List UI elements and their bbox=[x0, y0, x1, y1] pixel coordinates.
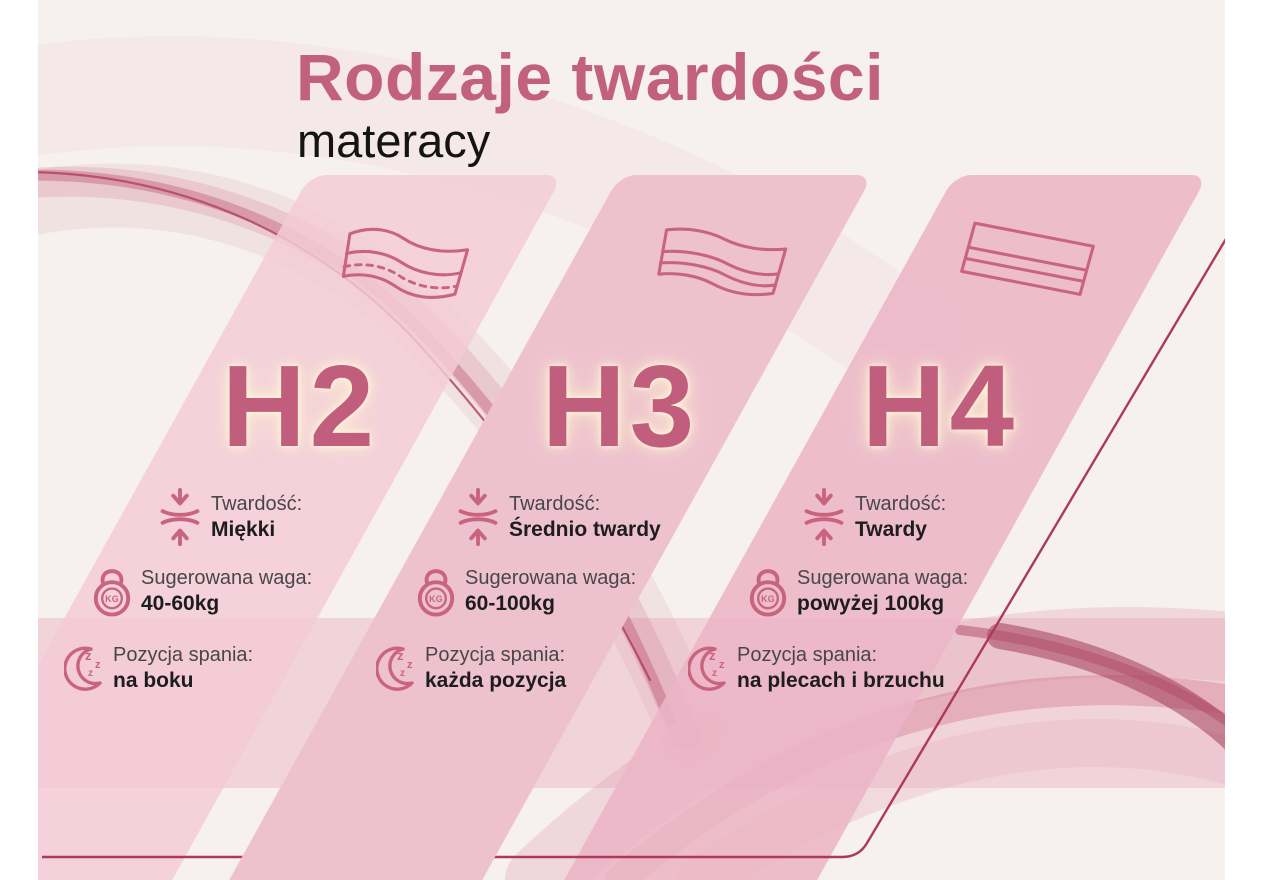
hardness-label: Twardość: bbox=[211, 492, 303, 515]
sleep-value: na plecach i brzuchu bbox=[737, 669, 945, 692]
weight-value: powyżej 100kg bbox=[797, 592, 945, 616]
svg-text:z: z bbox=[709, 648, 716, 664]
sleep-row bbox=[688, 642, 945, 694]
moon-zzz-icon bbox=[64, 642, 104, 694]
hardness-value: Średnio twardy bbox=[509, 517, 661, 541]
weight-row bbox=[92, 563, 312, 620]
kettlebell-kg-text: KG bbox=[105, 593, 119, 604]
sleep-row bbox=[64, 642, 253, 694]
sleep-value: na boku bbox=[113, 669, 194, 692]
weight-label: Sugerowana waga: bbox=[141, 567, 313, 590]
svg-text:z: z bbox=[397, 648, 404, 664]
kettlebell-kg-icon bbox=[416, 563, 456, 620]
sleep-row bbox=[376, 642, 566, 694]
hardness-value: Miękki bbox=[211, 517, 276, 541]
hardness-label: Twardość: bbox=[855, 492, 947, 515]
hardness-value: Twardy bbox=[855, 517, 927, 541]
svg-text:z: z bbox=[400, 668, 405, 680]
left-margin-strip bbox=[0, 0, 38, 880]
compression-arrows-icon bbox=[158, 487, 202, 547]
hardness-row bbox=[158, 487, 302, 547]
svg-text:z: z bbox=[95, 659, 101, 672]
sleep-label: Pozycja spania: bbox=[737, 644, 878, 666]
hardness-row bbox=[802, 487, 946, 547]
right-margin-strip bbox=[1225, 0, 1280, 880]
page-subtitle: materacy bbox=[297, 114, 491, 167]
moon-zzz-icon bbox=[688, 642, 728, 694]
svg-text:z: z bbox=[85, 648, 92, 664]
column-label-h2: H2 bbox=[221, 341, 379, 471]
svg-text:z: z bbox=[88, 668, 93, 680]
moon-zzz-icon bbox=[376, 642, 416, 694]
compression-arrows-icon bbox=[802, 487, 846, 547]
kettlebell-kg-icon bbox=[748, 563, 788, 620]
kettlebell-kg-icon bbox=[92, 563, 132, 620]
sleep-label: Pozycja spania: bbox=[113, 644, 254, 666]
column-label-h3: H3 bbox=[541, 341, 699, 471]
weight-row bbox=[748, 563, 968, 620]
weight-label: Sugerowana waga: bbox=[465, 567, 637, 590]
kettlebell-kg-text: KG bbox=[429, 593, 443, 604]
svg-text:z: z bbox=[719, 659, 725, 672]
weight-value: 60-100kg bbox=[465, 592, 555, 616]
svg-text:z: z bbox=[407, 659, 413, 672]
hardness-row bbox=[456, 487, 661, 547]
weight-value: 40-60kg bbox=[141, 592, 220, 616]
sleep-value: każda pozycja bbox=[425, 669, 567, 692]
svg-text:z: z bbox=[712, 668, 717, 680]
column-label-h4: H4 bbox=[861, 341, 1019, 471]
weight-label: Sugerowana waga: bbox=[797, 567, 969, 590]
hardness-label: Twardość: bbox=[509, 492, 601, 515]
sleep-label: Pozycja spania: bbox=[425, 644, 566, 666]
page-title: Rodzaje twardości bbox=[296, 40, 884, 114]
compression-arrows-icon bbox=[456, 487, 500, 547]
kettlebell-kg-text: KG bbox=[761, 593, 775, 604]
title-block bbox=[296, 40, 884, 167]
weight-row bbox=[416, 563, 636, 620]
